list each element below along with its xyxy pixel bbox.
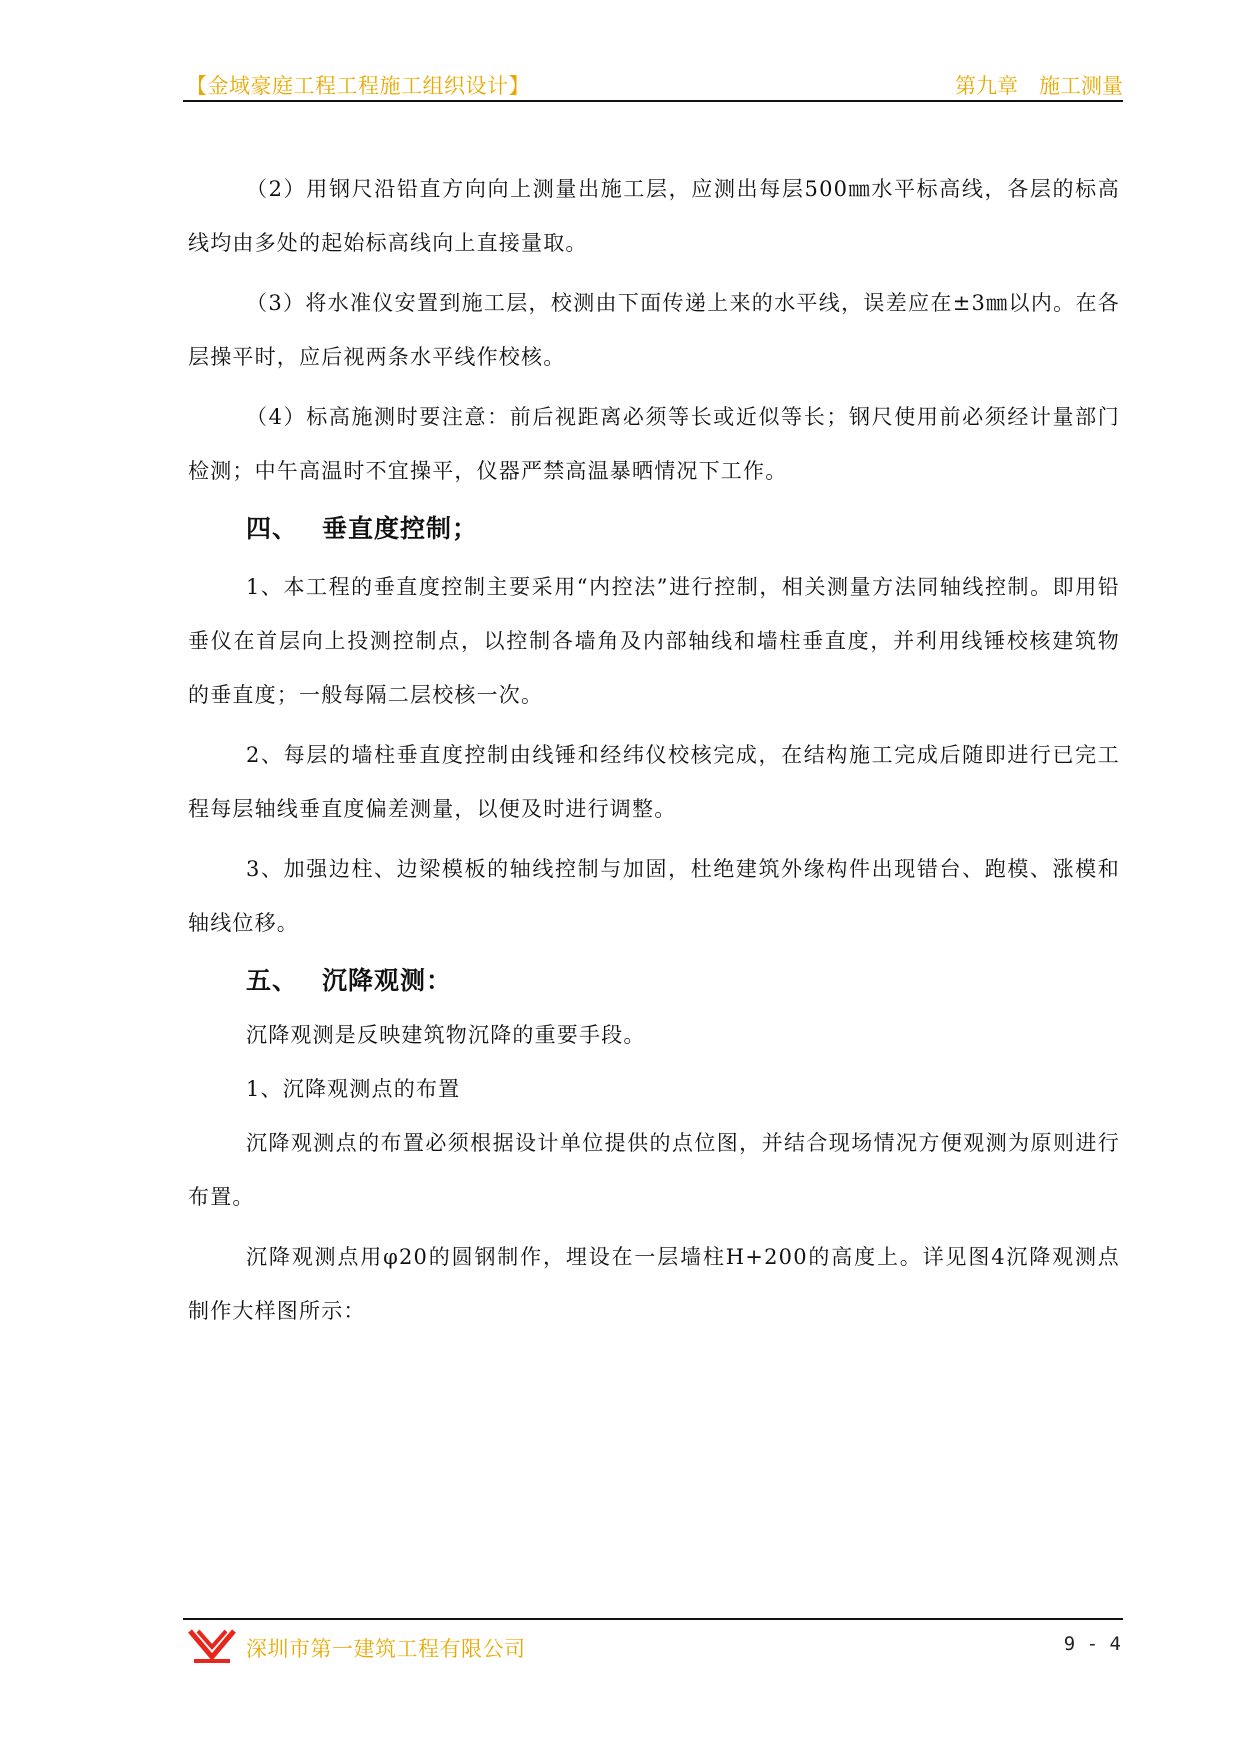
section-heading-verticality xyxy=(188,502,1120,556)
header-divider xyxy=(183,100,1123,102)
footer-company-name: 深圳市第一建筑工程有限公司 xyxy=(246,1637,526,1661)
company-logo-icon xyxy=(188,1627,236,1667)
section-title: 垂直度控制； xyxy=(322,514,479,543)
section-number: 四、 xyxy=(246,514,299,543)
section-title: 沉降观测： xyxy=(322,966,453,995)
header-chapter-title: 第九章 施工测量 xyxy=(955,74,1123,98)
paragraph-elevation-4: （4）标高施测时要注意：前后视距离必须等长或近似等长；钢尺使用前必须经计量部门检测；中午高温时不宜操平，仪器严禁高温暴晒情况下工作。 xyxy=(188,405,1120,483)
paragraph-verticality-1: 1、本工程的垂直度控制主要采用“内控法”进行控制，相关测量方法同轴线控制。即用铅垂仪在首层向上投测控制点，以控制各墙角及内部轴线和墙柱垂直度，并利用线锤校核建筑物的垂直度；一般每隔二层校核一次。 xyxy=(188,575,1120,707)
paragraph-elevation-3: （3）将水准仪安置到施工层，校测由下面传递上来的水平线，误差应在±3㎜以内。在各层操平时，应后视两条水平线作校核。 xyxy=(188,291,1120,369)
paragraph-settlement-intro: 沉降观测是反映建筑物沉降的重要手段。 xyxy=(246,1023,646,1047)
paragraph-settlement-layout: 沉降观测点的布置必须根据设计单位提供的点位图，并结合现场情况方便观测为原则进行布置。 xyxy=(188,1131,1120,1209)
paragraph-settlement-subheading: 1、沉降观测点的布置 xyxy=(246,1077,461,1101)
paragraph-verticality-2: 2、每层的墙柱垂直度控制由线锤和经纬仪校核完成，在结构施工完成后随即进行已完工程每层轴线垂直度偏差测量，以便及时进行调整。 xyxy=(188,743,1120,821)
section-heading-settlement xyxy=(188,954,1120,1008)
footer-divider xyxy=(183,1618,1123,1620)
footer-page-number: 9 - 4 xyxy=(1063,1633,1121,1655)
paragraph-verticality-3: 3、加强边柱、边梁模板的轴线控制与加固，杜绝建筑外缘构件出现错台、跑模、涨模和轴线位移。 xyxy=(188,857,1120,935)
header-document-title: 【金域豪庭工程工程施工组织设计】 xyxy=(186,74,530,98)
paragraph-settlement-point: 沉降观测点用φ20的圆钢制作，埋设在一层墙柱H+200的高度上。详见图4沉降观测点制作大样图所示： xyxy=(188,1245,1120,1323)
paragraph-elevation-2: （2）用钢尺沿铅直方向向上测量出施工层，应测出每层500㎜水平标高线，各层的标高线均由多处的起始标高线向上直接量取。 xyxy=(188,177,1120,255)
section-number: 五、 xyxy=(246,966,299,995)
document-body xyxy=(188,162,1120,1338)
